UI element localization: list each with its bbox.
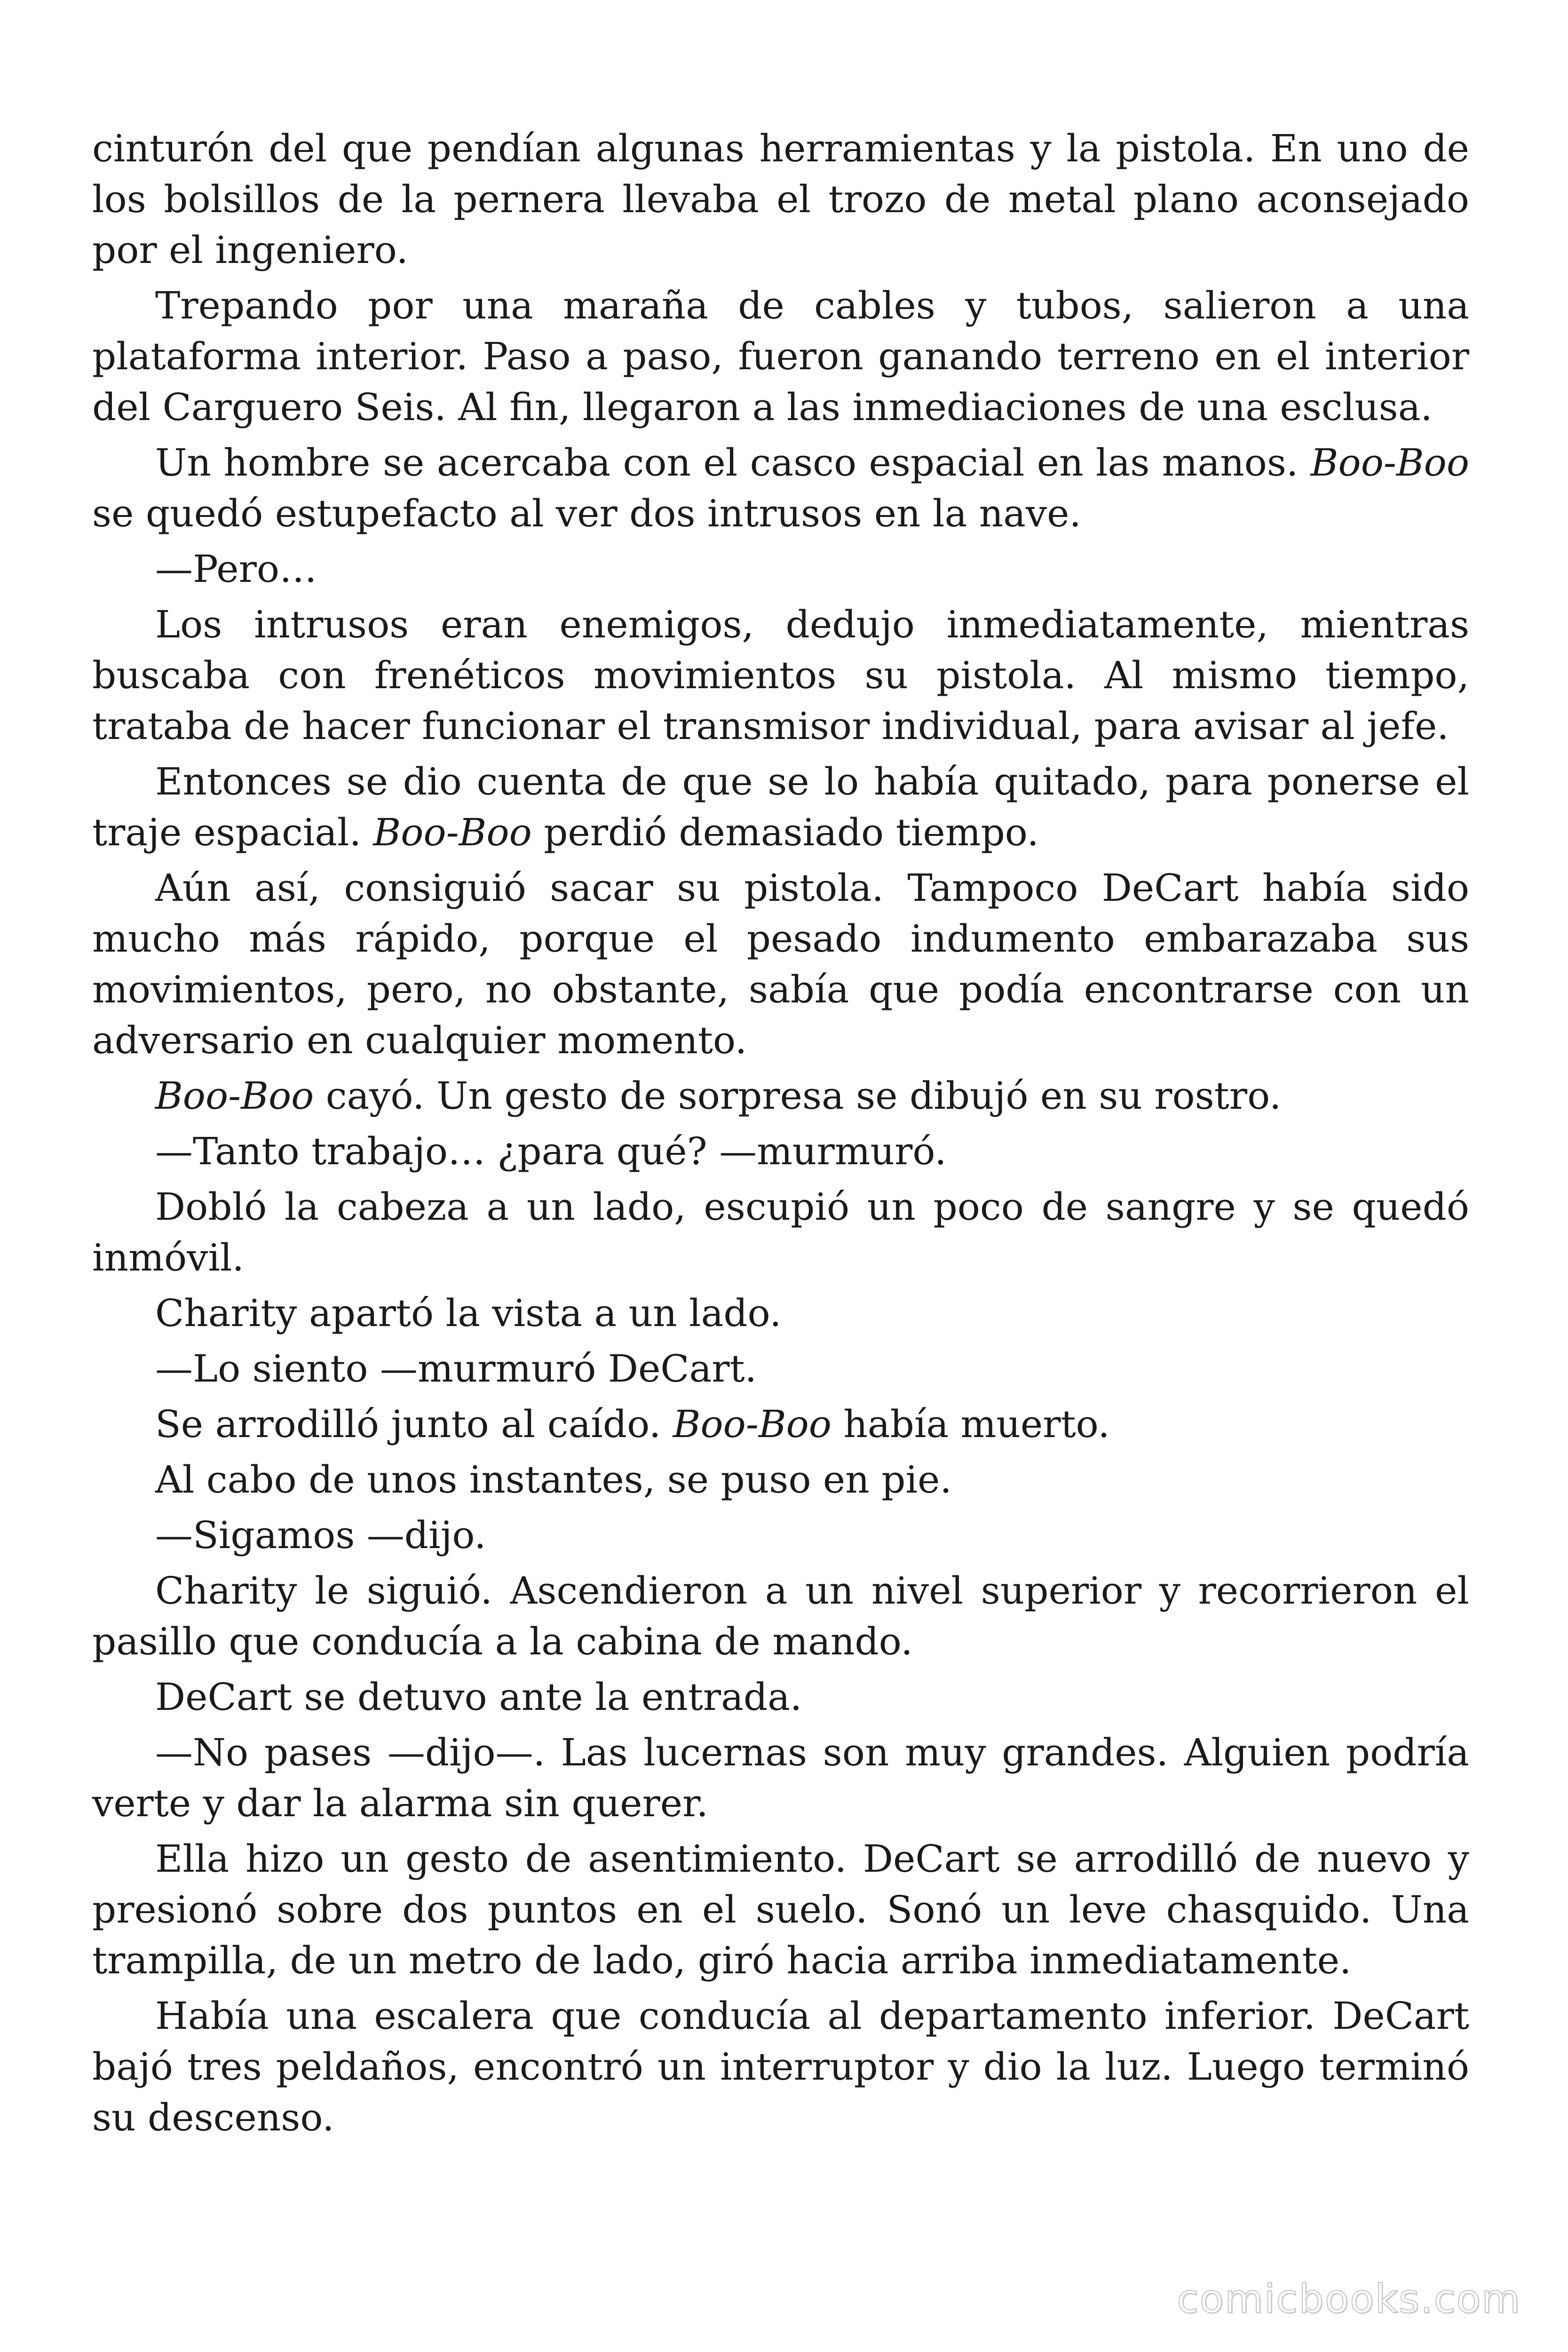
italic-name: Boo-Boo [155,1074,314,1118]
paragraph-text: Había una escalera que conducía al departamento inferior. DeCart bajó tres peldaños, encontró un interruptor y dio la luz. Luego terminó su descenso. [92,1994,1469,2139]
paragraph-text: perdió demasiado tiempo. [531,810,1039,854]
paragraph [92,1454,1469,1505]
paragraph-text: cinturón del que pendían algunas herramientas y la pistola. En uno de los bolsillos de la pernera llevaba el trozo de metal plano aconsejado por el ingeniero. [92,127,1469,272]
paragraph-text: Los intrusos eran enemigos, dedujo inmediatamente, mientras buscaba con frenéticos movimientos su pistola. Al mismo tiempo, trataba de hacer funcionar el transmisor individual, para avisar al jefe. [92,603,1469,748]
paragraph-text: se quedó estupefacto al ver dos intrusos en la nave. [92,492,1081,535]
italic-name: Boo-Boo [673,1402,832,1446]
paragraph-text: Charity le siguió. Ascendieron a un nivel superior y recorrieron el pasillo que conducía a la cabina de mando. [92,1569,1469,1663]
watermark-text: comicbooks.com [1177,2276,1521,2322]
paragraph-text: Al cabo de unos instantes, se puso en pie. [155,1458,952,1502]
paragraph [92,544,1469,595]
paragraph-text: —No pases —dijo—. Las lucernas son muy grandes. Alguien podría verte y dar la alarma sin querer. [92,1731,1469,1825]
paragraph-text: Dobló la cabeza a un lado, escupió un poco de sangre y se quedó inmóvil. [92,1185,1469,1279]
italic-name: Boo-Boo [373,810,532,854]
paragraph [92,1727,1469,1829]
paragraph-text: —Sigamos —dijo. [155,1513,486,1557]
paragraph [92,1510,1469,1561]
paragraph [92,1672,1469,1723]
paragraph [92,1126,1469,1177]
paragraph-text: Charity apartó la vista a un lado. [155,1291,782,1335]
paragraph [92,1288,1469,1339]
paragraph-text: —Tanto trabajo… ¿para qué? —murmuró. [155,1129,947,1173]
paragraph [92,1991,1469,2143]
paragraph [92,1343,1469,1394]
paragraph [92,1399,1469,1450]
paragraph-text: Trepando por una maraña de cables y tubos, salieron a una plataforma interior. Paso a paso, fueron ganando terreno en el interior del Carguero Seis. Al fin, llegaron a las inmediaciones de una esclusa. [92,284,1469,429]
paragraph-text: Un hombre se acercaba con el casco espacial en las manos. [155,441,1311,485]
paragraph [92,123,1469,276]
paragraph-text: Entonces se dio cuenta de que se lo había quitado, para ponerse el traje espacial. [92,760,1469,854]
body-text [92,123,1469,2148]
paragraph-text: DeCart se detuvo ante la entrada. [155,1675,802,1719]
paragraph [92,1834,1469,1986]
paragraph [92,437,1469,539]
italic-name: Boo-Boo [1310,441,1469,485]
paragraph [92,1071,1469,1121]
paragraph-text: —Pero… [155,547,317,591]
paragraph [92,1565,1469,1667]
paragraph-text: Se arrodilló junto al caído. [155,1402,673,1446]
paragraph-text: cayó. Un gesto de sorpresa se dibujó en su rostro. [314,1074,1282,1118]
paragraph-text: había muerto. [831,1402,1110,1446]
paragraph-text: Ella hizo un gesto de asentimiento. DeCart se arrodilló de nuevo y presionó sobre dos puntos en el suelo. Sonó un leve chasquido. Una trampilla, de un metro de lado, giró hacia arriba inmediatamente. [92,1837,1469,1982]
paragraph [92,1182,1469,1283]
paragraph-text: —Lo siento —murmuró DeCart. [155,1347,757,1391]
paragraph [92,280,1469,433]
paragraph [92,599,1469,752]
paragraph [92,863,1469,1066]
paragraph-text: Aún así, consiguió sacar su pistola. Tampoco DeCart había sido mucho más rápido, porque el pesado indumento embarazaba sus movimientos, pero, no obstante, sabía que podía encontrarse con un adversario en cualquier momento. [92,866,1469,1062]
paragraph [92,756,1469,858]
